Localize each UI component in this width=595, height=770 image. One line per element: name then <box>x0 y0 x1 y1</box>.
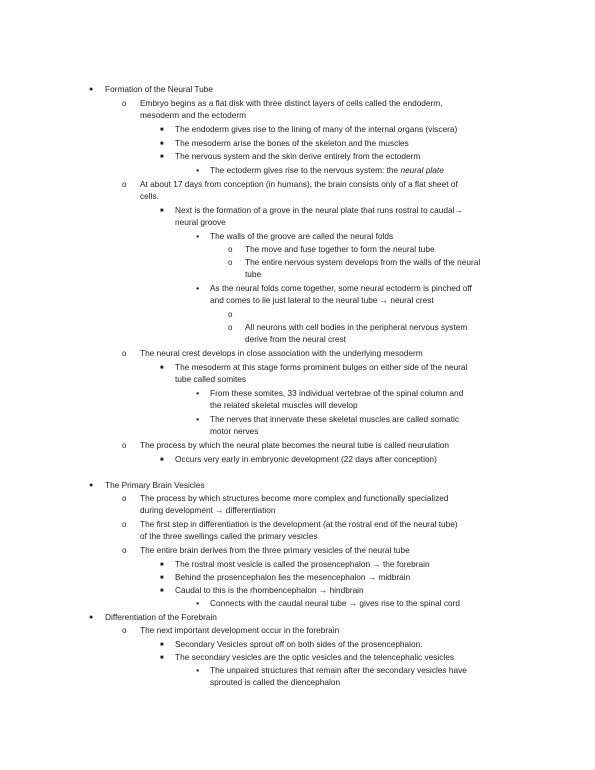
bullet-level-3: ■ <box>160 154 164 160</box>
bullet-level-3: ■ <box>160 588 164 594</box>
bullet-level-4: ● <box>196 234 200 240</box>
bullet-level-5: o <box>228 245 233 254</box>
bullet-level-4: ● <box>196 668 200 674</box>
bullet-level-1: ● <box>89 614 94 621</box>
list-item: Embryo begins as a flat disk with three distinct layers of cells called the endoderm, <box>140 98 443 108</box>
bullet-level-3: ■ <box>160 127 164 133</box>
list-item: The endoderm gives rise to the lining of many of the internal organs (viscera) <box>175 124 458 134</box>
list-item: The nervous system and the skin derive entirely from the ectoderm <box>175 151 421 161</box>
list-item: The nerves that innervate these skeletal muscles are called somatic <box>210 414 460 424</box>
bullet-level-2: o <box>122 99 127 108</box>
bullet-level-5: o <box>228 258 233 267</box>
bullet-level-5-empty: o <box>228 310 233 319</box>
list-item: The unpaired structures that remain after the secondary vesicles have <box>210 665 467 675</box>
bullet-level-4: ● <box>196 391 200 397</box>
list-item: The move and fuse together to form the neural tube <box>245 244 435 254</box>
bullet-level-3: ■ <box>160 141 164 147</box>
bullet-level-2: o <box>122 520 127 529</box>
bullet-level-2: o <box>122 626 127 635</box>
list-item: The secondary vesicles are the optic vesicles and the telencephalic vesicles <box>175 652 455 662</box>
list-item: The process by which structures become more complex and functionally specialized <box>140 493 449 503</box>
list-item: The entire brain derives from the three primary vesicles of the neural tube <box>140 545 410 555</box>
bullet-level-3: ■ <box>160 642 164 648</box>
bullet-level-4: ● <box>196 417 200 423</box>
list-item-continuation: motor nerves <box>210 426 259 436</box>
bullet-level-5: o <box>228 323 233 332</box>
list-item: Caudal to this is the rhombencephalon → hindbrain <box>175 585 364 595</box>
bullet-level-3: ■ <box>160 655 164 661</box>
list-item-continuation: tube <box>245 269 262 279</box>
list-item: The mesoderm arise the bones of the skeleton and the muscles <box>175 138 409 148</box>
list-item-continuation: of the three swellings called the primary vesicles <box>140 531 318 541</box>
list-item-continuation: cells. <box>140 191 159 201</box>
list-item: The walls of the groove are called the neural folds <box>210 231 394 241</box>
list-item-continuation: sprouted is called the diencephalon <box>210 677 341 687</box>
list-item: At about 17 days from conception (in humans), the brain consists only of a flat sheet of <box>140 179 458 189</box>
bullet-level-4: ● <box>196 286 200 292</box>
list-item: The entire nervous system develops from the walls of the neural <box>245 257 481 267</box>
section-heading: Formation of the Neural Tube <box>105 84 213 94</box>
bullet-level-3: ■ <box>160 208 164 214</box>
list-item: As the neural folds come together, some neural ectoderm is pinched off <box>210 283 472 293</box>
list-item-continuation: tube called somites <box>175 374 247 384</box>
bullet-level-2: o <box>122 349 127 358</box>
list-item: Behind the prosencephalon lies the mesencephalon → midbrain <box>175 572 411 582</box>
bullet-level-3: ■ <box>160 365 164 371</box>
section-heading: Differentiation of the Forebrain <box>105 612 217 622</box>
list-item: The mesoderm at this stage forms prominent bulges on either side of the neural <box>175 362 468 372</box>
bullet-level-2: o <box>122 180 127 189</box>
bullet-level-4: ● <box>196 168 200 174</box>
list-item-continuation: derive from the neural crest <box>245 334 346 344</box>
list-item: The next important development occur in the forebrain <box>140 625 340 635</box>
bullet-level-1: ● <box>89 86 94 93</box>
list-item: The process by which the neural plate becomes the neural tube is called neurulation <box>140 440 450 450</box>
bullet-level-4: ● <box>196 601 200 607</box>
list-item-continuation: the related skeletal muscles will develop <box>210 400 358 410</box>
bullet-level-3: ■ <box>160 562 164 568</box>
bullet-level-2: o <box>122 546 127 555</box>
list-item: The neural crest develops in close association with the underlying mesoderm <box>140 348 423 358</box>
list-item: All neurons with cell bodies in the peripheral nervous system <box>245 322 468 332</box>
list-item-continuation: neural groove <box>175 217 226 227</box>
bullet-level-3: ■ <box>160 575 164 581</box>
bullet-level-3: ■ <box>160 457 164 463</box>
section-heading: The Primary Brain Vesicles <box>105 480 205 490</box>
list-item-continuation: and comes to lie just lateral to the neural tube → neural crest <box>210 295 434 305</box>
list-item-continuation: during development → differentiation <box>140 505 276 515</box>
list-item: The ectoderm gives rise to the nervous system: the neural plate <box>210 165 444 175</box>
bullet-level-2: o <box>122 441 127 450</box>
list-item: Occurs very early in embryonic development (22 days after conception) <box>175 454 437 464</box>
bullet-level-2: o <box>122 494 127 503</box>
list-item: From these somites, 33 individual vertebrae of the spinal column and <box>210 388 464 398</box>
emphasis-term: neural plate <box>400 165 444 175</box>
list-item-continuation: mesoderm and the ectoderm <box>140 110 247 120</box>
list-item: Secondary Vesicles sprout off on both sides of the prosencephalon. <box>175 639 423 649</box>
list-item: Next is the formation of a grove in the neural plate that runs rostral to caudal→ <box>175 205 463 215</box>
bullet-level-1: ● <box>89 482 94 489</box>
list-item: The rostral most vesicle is called the prosencephalon → the forebrain <box>175 559 430 569</box>
list-item: Connects with the caudal neural tube → gives rise to the spinal cord <box>210 598 460 608</box>
list-item: The first step in differentiation is the development (at the rostral end of the neural tube) <box>140 519 458 529</box>
